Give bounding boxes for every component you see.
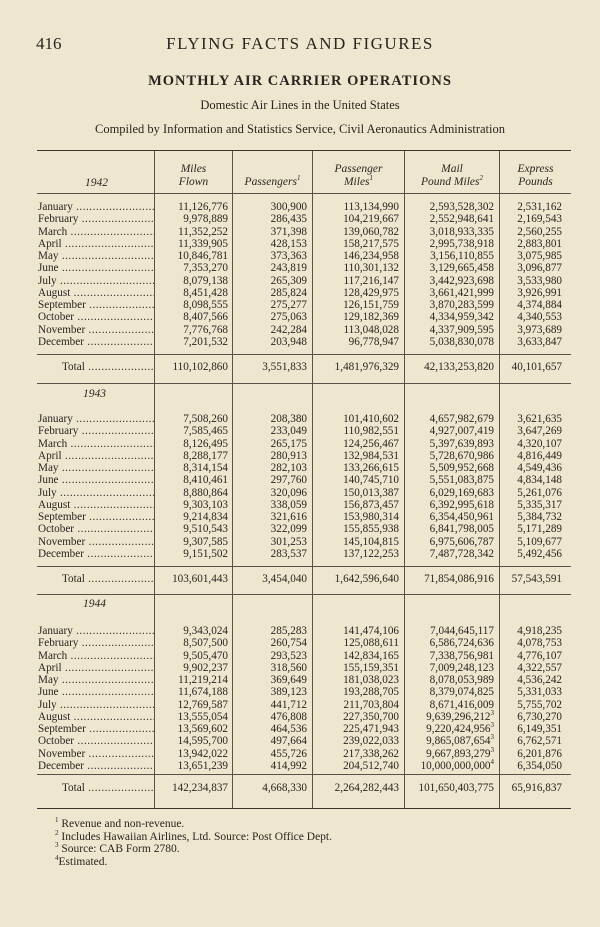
value-cell: 225,471,943 bbox=[343, 723, 399, 735]
table-row bbox=[37, 511, 571, 524]
value-cell: 6,029,169,683 bbox=[429, 486, 494, 499]
value-cell: 156,873,457 bbox=[343, 498, 399, 511]
value-cell: 6,201,876 bbox=[517, 747, 562, 760]
value-cell: 8,407,566 bbox=[183, 311, 228, 324]
value-cell: 3,075,985 bbox=[517, 250, 562, 262]
value-cell: 11,339,905 bbox=[178, 237, 228, 250]
value-cell: 265,175 bbox=[270, 437, 307, 450]
value-cell: 3,973,689 bbox=[517, 323, 562, 336]
value-cell: 389,123 bbox=[270, 686, 307, 699]
section-rule bbox=[37, 774, 571, 775]
total-value-cell: 2,264,282,443 bbox=[334, 782, 399, 794]
value-cell: 193,288,705 bbox=[343, 686, 399, 699]
header-mail-pound-miles: Mail Pound Miles$^2$ bbox=[421, 163, 483, 188]
value-cell: 9,667,893,279$^3$ bbox=[426, 745, 494, 760]
section-rule bbox=[37, 594, 571, 595]
value-cell: 7,338,756,981 bbox=[429, 649, 494, 662]
value-cell: 8,288,177 bbox=[183, 449, 228, 462]
value-cell: 132,984,531 bbox=[343, 449, 399, 462]
footnote: $^4$Estimated. bbox=[55, 853, 108, 868]
table-row bbox=[37, 523, 571, 536]
value-cell: 117,216,147 bbox=[343, 274, 399, 287]
value-cell: 7,776,768 bbox=[183, 323, 228, 336]
value-cell: 322,099 bbox=[270, 523, 307, 536]
month-cell: June ..... bbox=[38, 262, 154, 275]
value-cell: 8,671,416,009 bbox=[429, 698, 494, 711]
value-cell: 9,978,889 bbox=[183, 213, 228, 226]
value-cell: 7,044,645,117 bbox=[430, 625, 494, 637]
value-cell: 9,214,834 bbox=[183, 511, 228, 523]
value-cell: 285,824 bbox=[270, 286, 307, 299]
value-cell: 113,048,028 bbox=[343, 323, 399, 336]
total-value-cell: 103,601,443 bbox=[172, 573, 228, 585]
running-title: FLYING FACTS AND FIGURES bbox=[166, 34, 434, 53]
value-cell: 8,379,074,825 bbox=[429, 686, 494, 699]
value-cell: 6,762,571 bbox=[517, 735, 562, 748]
value-cell: 101,410,602 bbox=[343, 413, 399, 425]
value-cell: 428,153 bbox=[270, 237, 307, 250]
month-cell: February ..... bbox=[38, 637, 154, 650]
value-cell: 7,487,728,342 bbox=[429, 547, 494, 560]
value-cell: 8,098,555 bbox=[183, 299, 228, 311]
month-cell: September ..... bbox=[38, 299, 154, 312]
value-cell: 4,337,909,595 bbox=[429, 323, 494, 336]
value-cell: 96,778,947 bbox=[348, 335, 399, 348]
value-cell: 301,253 bbox=[270, 535, 307, 548]
total-label: Total ..... bbox=[62, 573, 154, 586]
value-cell: 3,096,877 bbox=[517, 262, 562, 275]
value-cell: 260,754 bbox=[270, 637, 307, 650]
value-cell: 7,201,532 bbox=[183, 335, 228, 348]
header-passenger-miles: Passenger Miles$^1$ bbox=[334, 163, 383, 188]
value-cell: 14,595,700 bbox=[177, 735, 228, 748]
table-row bbox=[37, 462, 571, 475]
value-cell: 150,013,387 bbox=[343, 486, 399, 499]
value-cell: 9,510,543 bbox=[183, 523, 228, 536]
value-cell: 11,219,214 bbox=[178, 674, 228, 686]
month-cell: May ..... bbox=[38, 462, 154, 475]
table-row bbox=[37, 487, 571, 500]
value-cell: 371,398 bbox=[270, 225, 307, 238]
value-cell: 181,038,023 bbox=[343, 674, 399, 686]
table-row bbox=[37, 238, 571, 251]
value-cell: 110,982,551 bbox=[343, 425, 399, 438]
value-cell: 7,353,270 bbox=[183, 262, 228, 275]
total-value-cell: 1,642,596,640 bbox=[334, 573, 399, 585]
compiled-by-line: Compiled by Information and Statistics Service, Civil Aeronautics Administration bbox=[94, 122, 506, 136]
value-cell: 126,151,759 bbox=[343, 299, 399, 311]
value-cell: 283,537 bbox=[270, 547, 307, 560]
header-miles-flown: Miles Flown bbox=[178, 163, 209, 188]
table-row bbox=[37, 637, 571, 650]
value-cell: 5,038,830,078 bbox=[429, 335, 494, 348]
value-cell: 8,314,154 bbox=[183, 462, 228, 474]
table-row bbox=[37, 311, 571, 324]
value-cell: 4,340,553 bbox=[517, 311, 562, 324]
operations-table bbox=[37, 150, 571, 809]
table-row bbox=[37, 425, 571, 438]
value-cell: 265,309 bbox=[270, 274, 307, 287]
value-cell: 124,256,467 bbox=[343, 437, 399, 450]
value-cell: 3,442,923,698 bbox=[429, 274, 494, 287]
value-cell: 203,948 bbox=[270, 335, 307, 348]
value-cell: 13,651,239 bbox=[177, 759, 228, 772]
value-cell: 414,992 bbox=[270, 759, 307, 772]
total-value-cell: 142,234,837 bbox=[172, 782, 228, 794]
table-row bbox=[37, 275, 571, 288]
month-cell: July ..... bbox=[38, 275, 154, 288]
value-cell: 10,000,000,000$^4$ bbox=[420, 757, 494, 772]
month-cell: May ..... bbox=[38, 250, 154, 263]
month-cell: February ..... bbox=[38, 425, 154, 438]
value-cell: 4,927,007,419 bbox=[429, 425, 494, 438]
value-cell: 6,975,606,787 bbox=[429, 535, 494, 548]
table-row bbox=[37, 213, 571, 226]
value-cell: 204,512,740 bbox=[343, 759, 399, 772]
value-cell: 4,374,884 bbox=[517, 299, 562, 311]
value-cell: 243,819 bbox=[270, 262, 307, 275]
table-row bbox=[37, 674, 571, 687]
value-cell: 233,049 bbox=[270, 425, 307, 438]
value-cell: 5,755,702 bbox=[517, 698, 562, 711]
value-cell: 9,151,502 bbox=[183, 547, 228, 560]
total-value-cell: 3,551,833 bbox=[262, 361, 307, 373]
value-cell: 208,380 bbox=[270, 413, 307, 425]
value-cell: 297,760 bbox=[270, 474, 307, 487]
month-cell: February ..... bbox=[38, 213, 154, 226]
value-cell: 4,834,148 bbox=[517, 474, 562, 487]
value-cell: 110,301,132 bbox=[343, 262, 399, 275]
value-cell: 3,129,665,458 bbox=[429, 262, 494, 275]
year-label-1943: 1943 bbox=[83, 388, 106, 400]
total-value-cell: 65,916,837 bbox=[511, 782, 562, 794]
value-cell: 497,664 bbox=[270, 735, 307, 748]
total-label: Total ..... bbox=[62, 782, 154, 795]
month-cell: March ..... bbox=[38, 650, 154, 663]
value-cell: 9,307,585 bbox=[183, 535, 228, 548]
value-cell: 9,303,103 bbox=[183, 498, 228, 511]
value-cell: 139,060,782 bbox=[343, 225, 399, 238]
value-cell: 9,865,087,654$^3$ bbox=[426, 733, 494, 748]
table-row bbox=[37, 474, 571, 487]
section-rule bbox=[37, 383, 571, 384]
footnote: $^1$ Revenue and non-revenue. bbox=[55, 816, 185, 830]
total-value-cell: 3,454,040 bbox=[262, 573, 307, 585]
value-cell: 11,674,188 bbox=[178, 686, 228, 699]
value-cell: 4,322,557 bbox=[517, 661, 562, 674]
table-row bbox=[37, 662, 571, 675]
header-passengers: Passengers$^1$ bbox=[244, 174, 301, 188]
value-cell: 6,841,798,005 bbox=[429, 523, 494, 536]
value-cell: 8,078,053,989 bbox=[429, 674, 494, 686]
value-cell: 211,703,804 bbox=[343, 698, 399, 711]
header-express-pounds: Express Pounds bbox=[517, 163, 554, 188]
month-cell: January ..... bbox=[38, 201, 154, 214]
value-cell: 4,536,242 bbox=[517, 674, 562, 686]
value-cell: 5,109,677 bbox=[517, 535, 562, 548]
value-cell: 7,009,248,123 bbox=[429, 661, 494, 674]
value-cell: 293,523 bbox=[270, 649, 307, 662]
value-cell: 3,926,991 bbox=[517, 286, 562, 299]
month-cell: September ..... bbox=[38, 511, 154, 524]
value-cell: 4,776,107 bbox=[517, 649, 562, 662]
value-cell: 113,134,990 bbox=[343, 201, 399, 213]
table-row bbox=[37, 324, 571, 337]
value-cell: 155,159,351 bbox=[343, 661, 399, 674]
value-cell: 9,220,424,956$^3$ bbox=[426, 721, 494, 735]
value-cell: 128,429,975 bbox=[343, 286, 399, 299]
value-cell: 7,585,465 bbox=[183, 425, 228, 438]
total-value-cell: 4,668,330 bbox=[262, 782, 307, 794]
value-cell: 4,078,753 bbox=[517, 637, 562, 650]
month-cell: November ..... bbox=[38, 324, 154, 337]
value-cell: 10,846,781 bbox=[177, 250, 228, 262]
value-cell: 2,531,162 bbox=[517, 201, 562, 213]
value-cell: 9,505,470 bbox=[183, 649, 228, 662]
value-cell: 104,219,667 bbox=[343, 213, 399, 226]
month-cell: December ..... bbox=[38, 760, 154, 773]
table-subtitle: Domestic Air Lines in the United States bbox=[200, 98, 400, 112]
month-cell: March ..... bbox=[38, 438, 154, 451]
total-value-cell: 1,481,976,329 bbox=[334, 361, 399, 373]
value-cell: 141,474,106 bbox=[343, 625, 399, 637]
value-cell: 3,018,933,335 bbox=[429, 225, 494, 238]
value-cell: 300,900 bbox=[270, 201, 307, 213]
value-cell: 217,338,262 bbox=[343, 747, 399, 760]
value-cell: 133,266,615 bbox=[343, 462, 399, 474]
value-cell: 6,586,724,636 bbox=[429, 637, 494, 650]
value-cell: 6,392,995,618 bbox=[429, 498, 494, 511]
page-number: 416 bbox=[36, 34, 62, 53]
value-cell: 11,126,776 bbox=[178, 201, 228, 213]
value-cell: 441,712 bbox=[270, 698, 307, 711]
value-cell: 5,509,952,668 bbox=[429, 462, 494, 474]
value-cell: 5,261,076 bbox=[517, 486, 562, 499]
value-cell: 137,122,253 bbox=[343, 547, 399, 560]
value-cell: 2,552,948,641 bbox=[429, 213, 494, 226]
table-title: MONTHLY AIR CARRIER OPERATIONS bbox=[148, 73, 452, 89]
value-cell: 4,334,959,342 bbox=[429, 311, 494, 324]
value-cell: 6,354,050 bbox=[517, 759, 562, 772]
value-cell: 4,918,235 bbox=[517, 625, 562, 637]
value-cell: 5,331,033 bbox=[517, 686, 562, 699]
month-cell: July ..... bbox=[38, 487, 154, 500]
value-cell: 5,384,732 bbox=[517, 511, 562, 523]
footnote: $^2$ Includes Hawaiian Airlines, Ltd. Source: Post Office Dept. bbox=[55, 828, 332, 843]
value-cell: 153,980,314 bbox=[343, 511, 399, 523]
value-cell: 321,616 bbox=[270, 511, 307, 523]
value-cell: 8,079,138 bbox=[183, 274, 228, 287]
value-cell: 142,834,165 bbox=[343, 649, 399, 662]
value-cell: 320,096 bbox=[270, 486, 307, 499]
value-cell: 3,533,980 bbox=[517, 274, 562, 287]
table-row bbox=[37, 548, 571, 561]
month-cell: May ..... bbox=[38, 674, 154, 687]
total-value-cell: 42,133,253,820 bbox=[424, 361, 494, 373]
total-value-cell: 110,102,860 bbox=[172, 361, 228, 373]
table-row bbox=[37, 686, 571, 699]
month-cell: October ..... bbox=[38, 735, 154, 748]
value-cell: 7,508,260 bbox=[183, 413, 228, 425]
total-row bbox=[37, 782, 571, 795]
table-row bbox=[37, 536, 571, 549]
month-cell: June ..... bbox=[38, 686, 154, 699]
month-cell: April ..... bbox=[38, 662, 154, 675]
month-cell: April ..... bbox=[38, 238, 154, 251]
month-cell: August ..... bbox=[38, 499, 154, 512]
value-cell: 5,335,317 bbox=[517, 498, 562, 511]
value-cell: 275,063 bbox=[270, 311, 307, 324]
value-cell: 4,320,107 bbox=[517, 437, 562, 450]
table-row bbox=[37, 413, 571, 426]
value-cell: 8,410,461 bbox=[183, 474, 228, 487]
value-cell: 282,103 bbox=[270, 462, 307, 474]
month-cell: November ..... bbox=[38, 748, 154, 761]
value-cell: 3,661,421,999 bbox=[429, 286, 494, 299]
value-cell: 8,451,428 bbox=[183, 286, 228, 299]
value-cell: 227,350,700 bbox=[343, 710, 399, 723]
value-cell: 3,156,110,855 bbox=[430, 250, 494, 262]
value-cell: 6,730,270 bbox=[517, 710, 562, 723]
value-cell: 2,560,255 bbox=[517, 225, 562, 238]
header-rule bbox=[37, 193, 571, 194]
table-row bbox=[37, 262, 571, 275]
value-cell: 3,621,635 bbox=[517, 413, 562, 425]
section-rule bbox=[37, 566, 571, 567]
value-cell: 318,560 bbox=[270, 661, 307, 674]
value-cell: 5,397,639,893 bbox=[429, 437, 494, 450]
value-cell: 239,022,033 bbox=[343, 735, 399, 748]
value-cell: 4,816,449 bbox=[517, 449, 562, 462]
year-label-1942: 1942 bbox=[85, 177, 108, 189]
table-row bbox=[37, 226, 571, 239]
month-cell: August ..... bbox=[38, 711, 154, 724]
table-row bbox=[37, 757, 571, 773]
table-row bbox=[37, 625, 571, 638]
table-row bbox=[37, 201, 571, 214]
month-cell: November ..... bbox=[38, 536, 154, 549]
month-cell: January ..... bbox=[38, 625, 154, 638]
month-cell: October ..... bbox=[38, 523, 154, 536]
value-cell: 145,104,815 bbox=[343, 535, 399, 548]
value-cell: 286,435 bbox=[270, 213, 307, 226]
month-cell: September ..... bbox=[38, 723, 154, 736]
value-cell: 4,657,982,679 bbox=[429, 413, 494, 425]
value-cell: 155,855,938 bbox=[343, 523, 399, 536]
table-row bbox=[37, 250, 571, 263]
value-cell: 464,536 bbox=[270, 723, 307, 735]
value-cell: 9,343,024 bbox=[183, 625, 228, 637]
value-cell: 146,234,958 bbox=[343, 250, 399, 262]
month-cell: June ..... bbox=[38, 474, 154, 487]
value-cell: 280,913 bbox=[270, 449, 307, 462]
value-cell: 9,639,296,212$^3$ bbox=[426, 708, 494, 723]
value-cell: 2,169,543 bbox=[517, 213, 562, 226]
section-rule bbox=[37, 354, 571, 355]
value-cell: 13,569,602 bbox=[177, 723, 228, 735]
footnotes bbox=[55, 818, 332, 868]
value-cell: 8,507,500 bbox=[183, 637, 228, 650]
value-cell: 5,171,289 bbox=[517, 523, 562, 536]
table-row bbox=[37, 287, 571, 300]
total-value-cell: 101,650,403,775 bbox=[418, 782, 494, 794]
month-cell: December ..... bbox=[38, 548, 154, 561]
year-label-1944: 1944 bbox=[83, 598, 106, 610]
value-cell: 2,593,528,302 bbox=[429, 201, 494, 213]
value-cell: 12,769,587 bbox=[177, 698, 228, 711]
month-cell: December ..... bbox=[38, 336, 154, 349]
value-cell: 2,883,801 bbox=[517, 237, 562, 250]
value-cell: 6,149,351 bbox=[517, 723, 562, 735]
value-cell: 5,551,083,875 bbox=[429, 474, 494, 487]
value-cell: 6,354,450,961 bbox=[429, 511, 494, 523]
value-cell: 8,880,864 bbox=[183, 486, 228, 499]
value-cell: 11,352,252 bbox=[178, 225, 228, 238]
value-cell: 3,870,283,599 bbox=[429, 299, 494, 311]
total-row bbox=[37, 573, 571, 586]
value-cell: 242,284 bbox=[270, 323, 307, 336]
table-row bbox=[37, 450, 571, 463]
value-cell: 373,363 bbox=[270, 250, 307, 262]
table-row bbox=[37, 650, 571, 663]
value-cell: 125,088,611 bbox=[343, 637, 399, 650]
footnote: $^3$ Source: CAB Form 2780. bbox=[55, 841, 180, 855]
month-cell: October ..... bbox=[38, 311, 154, 324]
value-cell: 13,942,022 bbox=[177, 747, 228, 760]
value-cell: 4,549,436 bbox=[517, 462, 562, 474]
table-row bbox=[37, 438, 571, 451]
value-cell: 140,745,710 bbox=[343, 474, 399, 487]
value-cell: 9,902,237 bbox=[183, 661, 228, 674]
total-label: Total ..... bbox=[62, 361, 154, 374]
running-header bbox=[0, 34, 600, 56]
value-cell: 13,555,054 bbox=[177, 710, 228, 723]
value-cell: 285,283 bbox=[270, 625, 307, 637]
value-cell: 369,649 bbox=[270, 674, 307, 686]
total-value-cell: 40,101,657 bbox=[511, 361, 562, 373]
month-cell: January ..... bbox=[38, 413, 154, 426]
month-cell: August ..... bbox=[38, 287, 154, 300]
value-cell: 129,182,369 bbox=[343, 311, 399, 324]
value-cell: 5,492,456 bbox=[517, 547, 562, 560]
total-value-cell: 71,854,086,916 bbox=[424, 573, 494, 585]
value-cell: 3,647,269 bbox=[517, 425, 562, 438]
value-cell: 338,059 bbox=[270, 498, 307, 511]
month-cell: March ..... bbox=[38, 226, 154, 239]
table-row bbox=[37, 499, 571, 512]
value-cell: 8,126,495 bbox=[183, 437, 228, 450]
value-cell: 275,277 bbox=[270, 299, 307, 311]
total-value-cell: 57,543,591 bbox=[511, 573, 562, 585]
month-cell: April ..... bbox=[38, 450, 154, 463]
value-cell: 158,217,575 bbox=[343, 237, 399, 250]
value-cell: 2,995,738,918 bbox=[429, 237, 494, 250]
value-cell: 3,633,847 bbox=[517, 335, 562, 348]
value-cell: 476,808 bbox=[270, 710, 307, 723]
value-cell: 455,726 bbox=[270, 747, 307, 760]
month-cell: July ..... bbox=[38, 699, 154, 712]
value-cell: 5,728,670,986 bbox=[429, 449, 494, 462]
total-row bbox=[37, 361, 571, 374]
table-row bbox=[37, 336, 571, 349]
table-row bbox=[37, 299, 571, 312]
